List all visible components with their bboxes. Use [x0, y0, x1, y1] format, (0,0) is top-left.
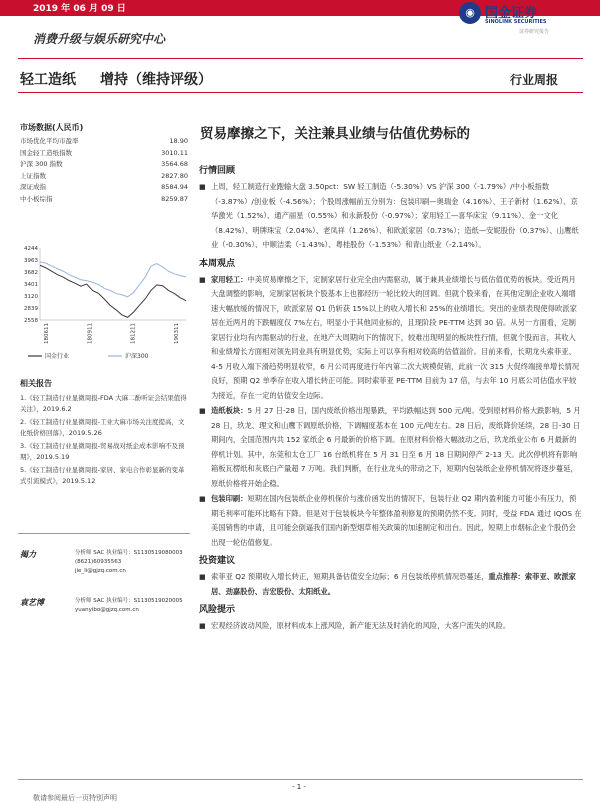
divider: [18, 533, 190, 534]
industry-name: 轻工造纸: [20, 72, 76, 88]
bullet-icon: ■: [199, 275, 206, 284]
risk-paragraph: ■ 宏观经济波动风险，原材料成本上涨风险，新产能无法及时消化的风险，大客户流失的风险。: [199, 619, 583, 634]
related-item[interactable]: 2.《轻工制造行业显微周报-工业大麻市场关注度提高，文化纸价格回落》，2019.5.26: [20, 418, 185, 437]
market-row: 国金轻工造纸指数 3010.11: [20, 148, 188, 157]
legend-label: 国金行业: [45, 353, 70, 360]
market-row: 中小板综指 8259.87: [20, 194, 188, 203]
market-row: 沪深 300 指数 3564.68: [20, 160, 188, 168]
views-heading: 本周观点: [199, 258, 236, 269]
logo-icon: ◉: [459, 2, 481, 24]
view-paragraph: ■ 造纸板块：5 月 27 日-28 日，国内废纸价格出现暴跌，平均跌幅达到 500 元/吨。受到原材料价格大跌影响，5 月 28 日，玖龙、理文和山鹰下调原纸价格，下调幅度基本在 100 元/吨左右。28 日后，废纸降价延续，28 日-30 日期间内，全国范围内共 152 家纸企 6 月最新的价格下调。在原材料价格大幅波动之后，玖龙纸业公布 6 月最新的停机计划。其中，东莞和太仓工厂 16 台纸机将在 5 月 31 日至 6 月 18 日期间停产 2-13 天。此次停机将有影响箱板瓦楞纸和灰底白产量超 7 万吨。我们判断，在行业龙头的带动之下，短期内包装纸企业停机情况将逐步蔓延，原纸价格将开始企稳。: [199, 406, 581, 488]
bullet-icon: ■: [199, 183, 206, 191]
analyst-block: [20, 597, 190, 627]
x-tick-label: 180911: [87, 323, 94, 344]
risk-heading: 风险提示: [199, 605, 236, 615]
review-paragraph: ■ 上周，轻工制造行业跑输大盘 3.50pct：SW 轻工制造（-5.30%）VS 沪深 300（-1.79%）/中小板指数（-3.87%）/创业板（-4.56%）；个股周涨幅前五分别为：包装印刷—奥瑞金（4.16%）、王子新材（1.62%）、京华激光（1.52%）、通产丽星（0.55%）和永新股份（-0.97%）；家用轻工—喜华床宝（9.11%）、金一文化（8.42%）、明牌珠宝（2.04%）、老凤祥（1.26%）、和欧派家居（0.73%）；造纸—安妮股份（0.37%）、山鹰纸业（-0.30%）、中顺洁柔（-1.43%）、粤桂股份（-1.53%）和青山纸业（-2.14%）。: [199, 182, 579, 249]
analyst-contact: 分析师 SAC 执业编号：S1130519080003 (8621)60935563 jie_li@gjzq.com.cn: [75, 550, 183, 574]
x-tick-label: 190311: [174, 323, 180, 344]
main-content: [199, 160, 583, 635]
y-tick-label: 3963: [24, 258, 38, 264]
report-type: 行业周报: [510, 73, 559, 87]
review-heading: 行情回顾: [199, 166, 236, 176]
legend-label: 沪深300: [125, 353, 149, 360]
market-data-heading: 市场数据(人民币): [20, 123, 84, 132]
footer-note: 敬请参阅最后一页特别声明: [33, 794, 117, 802]
y-tick-label: 3120: [24, 294, 38, 300]
bullet-icon: ■: [199, 495, 206, 503]
y-tick-label: 2558: [24, 318, 38, 324]
rating: 增持（维持评级）: [100, 72, 212, 88]
divider: [18, 92, 583, 93]
y-tick-label: 4244: [24, 246, 38, 252]
divider: [18, 58, 583, 59]
related-item[interactable]: 1.《轻工制造行业显微周报-FDA 大麻二酚听证会结果值得关注》，2019.6.2: [20, 394, 187, 413]
market-row: 上证指数 2827.80: [20, 171, 188, 180]
company-logo: [459, 2, 589, 36]
series-line: [40, 262, 186, 297]
analyst-name: 揭力: [20, 550, 36, 559]
index-line-chart: [18, 238, 190, 363]
market-data-list: [20, 136, 190, 205]
bullet-icon: ■: [199, 622, 206, 630]
market-row: 市场优化平均市盈率 18.90: [20, 137, 188, 145]
logo-tag-text: 证券研究报告: [519, 29, 550, 35]
report-title: 贸易摩擦之下，关注兼具业绩与估值优势标的: [200, 126, 470, 142]
y-tick-label: 3401: [24, 282, 38, 288]
bullet-icon: ■: [199, 573, 206, 581]
related-heading: 相关报告: [20, 379, 52, 388]
related-item[interactable]: 3.《轻工制造行业显微周报-贸易战对纸企成本影响不及预期》，2019.5.19: [20, 442, 185, 461]
analyst-contact: 分析师 SAC 执业编号：S1130519020005 yuanyibo@gjzq.com.cn: [75, 598, 183, 613]
view-paragraph: ■ 家用轻工：中美贸易摩擦之下，定制家居行业完全由内需驱动，属于兼具业绩增长与低估值优势的板块。受近两月大盘调整的影响，定制家居板块个股基本上也都经历一轮比较大的回调。但就个股来看，在其他定制企业收入端增速大幅放缓的情况下，欧派家居 Q1 仍斩获 15%以上的收入增长和 25%的业绩增长。突出的业绩表现使得欧派家居在近两月的下跌幅度仅 7%左右，明显小于其他同业标的，且现阶段 PE-TTM 达到 30 倍。从另一方面看，定制家居行业均有内需驱动的行业，在地产大周期向下的情况下，较难出现明显的板块性行情，但就个股而言，其收入和业绩增长方面相对领先同业具有明显优势，实际上可以享有相对较高的估值溢价。目前来看，长期龙头索菲亚、4-5 月收入端下滑趋势明显收窄，6 月公司再度进行年内第二次大规模促销，此前一次 315 大促终端接单增长情况良好，预期 Q2 单季存在收入增长转正可能。同时索菲亚 PE-TTM 目前为 17 倍，与去年 10 月底公司估值水平较为接近，存在一定的估值安全边际。: [199, 274, 580, 400]
divider: [18, 779, 583, 780]
market-data-panel: [20, 122, 190, 205]
invest-paragraph: ■ 索菲亚 Q2 预期收入增长转正，短期具备估值安全边际；6 月包装纸停机情况恐蔓延，重点推荐：索菲亚、欧派家居、劲嘉股份、吉宏股份、太阳纸业。: [199, 572, 576, 596]
related-item[interactable]: 5.《轻工制造行业显微周报-家居、家电合作彰显新的变革式引流模式》，2019.5.12: [20, 466, 185, 485]
report-date: 2019 年 06 月 09 日: [33, 4, 126, 14]
invest-heading: 投资建议: [199, 556, 236, 566]
x-tick-label: 181211: [130, 323, 137, 344]
view-paragraph: ■ 包装印刷：短期在国内包装纸企业停机保价与涨价函发出的情况下，包装行业 Q2 期内盈利能力可能小有压力，预期毛利率可能环比略有下降。但是对于包装板块今年整体盈利修复的预期仍然不变。同时，受益 FDA 通过 IQOS 在美国销售的申请，且可能会倒逼我们国内新型烟草相关政策的加速制定和出台。因此，短期上市烟标企业个股仍会出现一轮估值修复。: [199, 494, 582, 547]
x-tick-label: 180611: [44, 323, 50, 344]
page-number: - 1 -: [292, 783, 306, 791]
bullet-icon: ■: [199, 407, 206, 415]
series-line: [40, 265, 186, 317]
analyst-name: 袁艺博: [20, 598, 44, 607]
logo-cn-text: 国金证券: [485, 6, 538, 21]
related-reports: [20, 378, 190, 489]
analyst-block: [20, 549, 190, 589]
market-row: 深证成指 8584.94: [20, 183, 188, 191]
research-center: 消费升级与娱乐研究中心: [33, 32, 166, 46]
logo-en-text: SINOLINK SECURITIES: [485, 19, 547, 25]
y-tick-label: 2839: [24, 306, 38, 312]
y-tick-label: 3682: [24, 270, 38, 276]
